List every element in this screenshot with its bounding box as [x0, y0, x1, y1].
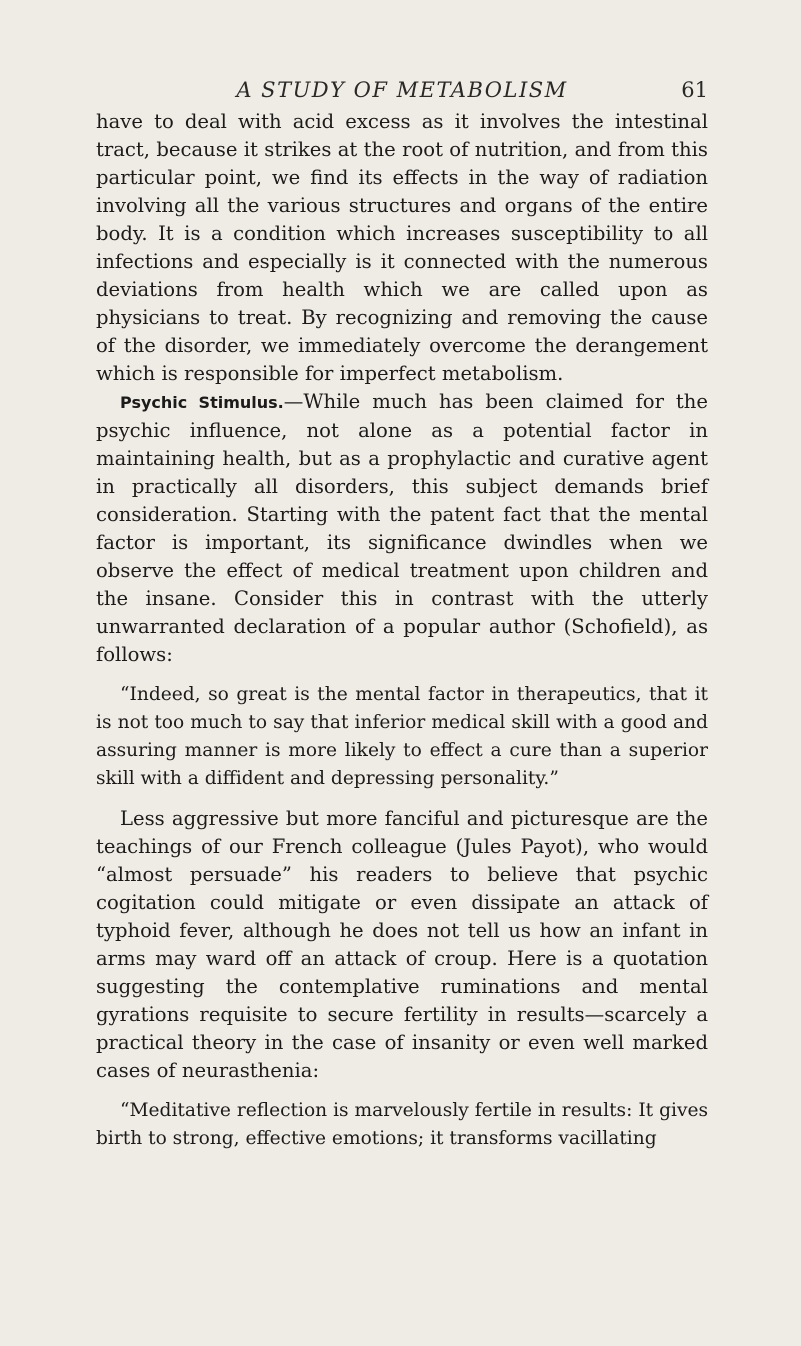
block-quote-schofield: “Indeed, so great is the mental factor in therapeutics, that it is not too much to say that inferior medical skill with a good and assuring manner is more likely to effect a cure than a superior skill with a diffident and depressing personality.”: [96, 684, 708, 789]
running-title: A STUDY OF METABOLISM: [236, 78, 568, 102]
paragraph-psychic-stimulus-text: —While much has been claimed for the psychic influence, not alone as a potential factor in maintaining health, but as a prophylactic and curative agent in practically all disorders, this subject demands brief consideration. Starting with the patent fact that the mental factor is important, its significance dwindles when we observe the effect of medical treatment upon children and the insane. Consider this in contrast with the utterly unwarranted declaration of a popular author (Schofield), as follows:: [96, 390, 708, 666]
paragraph-psychic-stimulus: [96, 388, 708, 669]
block-quote-payot: “Meditative reflection is marvelously fertile in results: It gives birth to strong, effective emotions; it transforms vacillating: [96, 1100, 708, 1149]
paragraph-acid-excess: have to deal with acid excess as it involves the intestinal tract, because it strikes at the root of nutrition, and from this particular point, we find its effects in the way of radiation involving all the various structures and organs of the entire body. It is a condition which increases susceptibility to all infections and especially is it connected with the numerous deviations from health which we are called upon as physicians to treat. By recognizing and removing the cause of the disorder, we immediately overcome the derangement which is responsible for imperfect metabolism.: [96, 110, 708, 385]
paragraph-payot: Less aggressive but more fanciful and picturesque are the teachings of our French colleague (Jules Payot), who would “almost persuade” his readers to believe that psychic cogitation could mitigate or even dissipate an attack of typhoid fever, although he does not tell us how an infant in arms may ward off an attack of croup. Here is a quotation suggesting the contemplative ruminations and mental gyrations requisite to secure fertility in results—scarcely a practical theory in the case of insanity or even well marked cases of neurasthenia:: [96, 807, 708, 1082]
running-head: [96, 78, 708, 108]
section-run-in-heading: Psychic Stimulus.: [120, 393, 284, 412]
page-number: 61: [681, 78, 708, 102]
body-text: [96, 108, 708, 1153]
